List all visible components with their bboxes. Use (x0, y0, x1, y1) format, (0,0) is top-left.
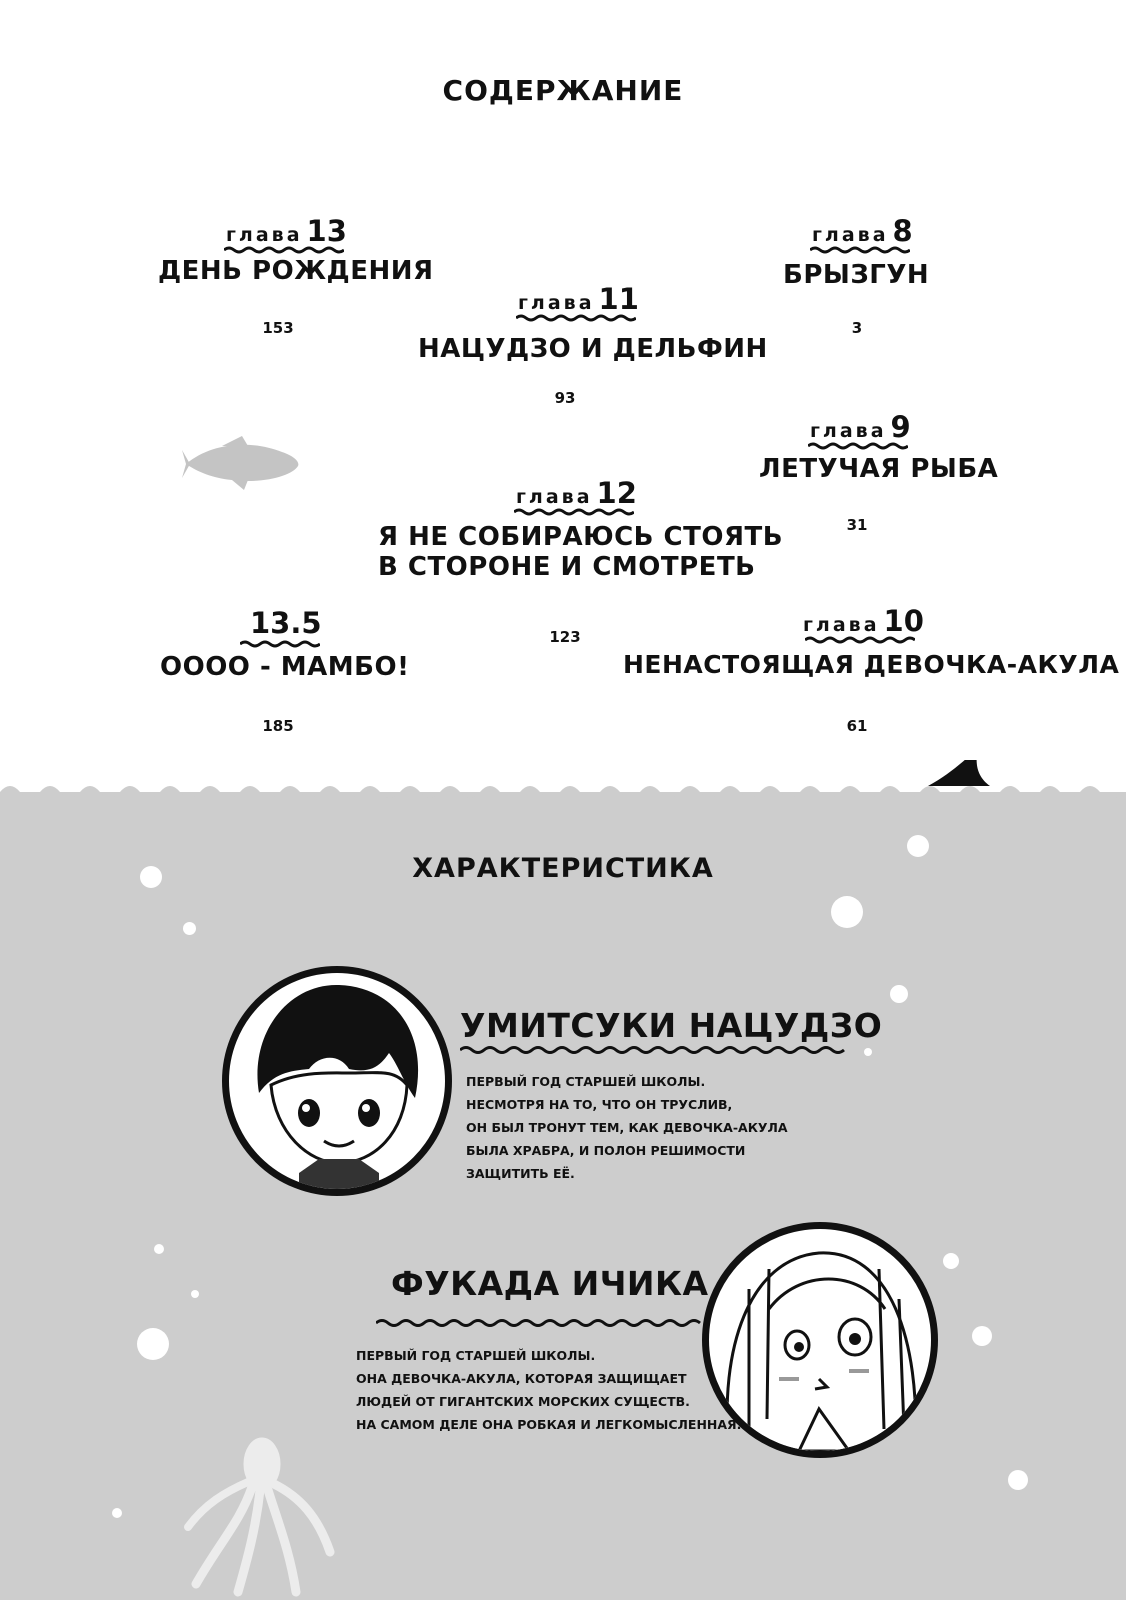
chapter-title: НАЦУДЗО И ДЕЛЬФИН (418, 334, 768, 364)
sea-background (0, 792, 1126, 1600)
chapter-title: Я НЕ СОБИРАЮСЬ СТОЯТЬ В СТОРОНЕ И СМОТРЕТЬ (378, 522, 784, 582)
bubble-icon (191, 1290, 199, 1298)
boy-portrait-icon (229, 973, 445, 1189)
wavy-underline-icon (516, 314, 636, 322)
chapter-page: 93 (554, 389, 576, 407)
chapter-page: 123 (549, 628, 581, 646)
chapter-page: 31 (846, 516, 868, 534)
chapter-number: 13 (306, 214, 347, 248)
avatar (222, 966, 452, 1196)
bubble-icon (112, 1508, 122, 1518)
wavy-underline-icon (810, 246, 910, 254)
chapter-heading: глава 10 (803, 604, 924, 638)
bubble-icon (154, 1244, 164, 1254)
fish-icon (182, 436, 302, 492)
chapter-title: ОООО - МАМБО! (160, 652, 410, 682)
sea-decor (0, 792, 1126, 1600)
chapter-title: ДЕНЬ РОЖДЕНИЯ (158, 256, 434, 286)
bubble-icon (972, 1326, 992, 1346)
chapter-number: 9 (890, 410, 911, 444)
chapter-heading: глава 8 (812, 214, 913, 248)
chapter-page: 3 (851, 319, 863, 337)
chapter-number: 12 (596, 476, 637, 510)
character-name: УМИТСУКИ НАЦУДЗО (460, 1006, 883, 1045)
chapter-title: НЕНАСТОЯЩАЯ ДЕВОЧКА-АКУЛА (623, 650, 1120, 679)
chapter-word: глава (226, 224, 303, 246)
girl-portrait-icon (709, 1229, 931, 1451)
chapter-page: 153 (262, 319, 294, 337)
wavy-underline-icon (805, 636, 915, 644)
chapter-heading (250, 606, 322, 640)
chapter-number: 10 (883, 604, 924, 638)
water-surface (0, 760, 1126, 820)
wavy-underline-icon (224, 246, 344, 254)
bubble-icon (890, 985, 908, 1003)
bubble-icon (943, 1253, 959, 1269)
wavy-underline-icon (376, 1318, 706, 1328)
chapter-title: БРЫЗГУН (783, 260, 930, 290)
wavy-underline-icon (460, 1045, 850, 1055)
wavy-underline-icon (808, 442, 908, 450)
wavy-underline-icon (514, 508, 634, 516)
bubble-icon (183, 922, 196, 935)
chapter-heading (226, 214, 347, 248)
shark-fin-icon (928, 760, 990, 786)
character-description: ПЕРВЫЙ ГОД СТАРШЕЙ ШКОЛЫ. НЕСМОТРЯ НА ТО, ЧТО ОН ТРУСЛИВ, ОН БЫЛ ТРОНУТ ТЕМ, КАК ДЕВОЧКА-АКУЛА БЫЛА ХРАБРА, И ПОЛОН РЕШИМОСТИ ЗАЩИТИТЬ ЕЁ. (466, 1074, 788, 1181)
chapter-number: 8 (892, 214, 913, 248)
character-description: ПЕРВЫЙ ГОД СТАРШЕЙ ШКОЛЫ. ОНА ДЕВОЧКА-АКУЛА, КОТОРАЯ ЗАЩИЩАЕТ ЛЮДЕЙ ОТ ГИГАНТСКИХ МОРСКИХ СУЩЕСТВ. НА САМОМ ДЕЛЕ ОНА РОБКАЯ И ЛЕГКОМЫСЛЕННАЯ. (356, 1348, 742, 1432)
bubble-icon (831, 896, 863, 928)
chapter-title: ЛЕТУЧАЯ РЫБА (759, 454, 999, 484)
characters-title: ХАРАКТЕРИСТИКА (412, 853, 714, 884)
bubble-icon (1008, 1470, 1028, 1490)
octopus-icon (188, 1438, 330, 1592)
chapter-page: 185 (262, 717, 294, 735)
wavy-underline-icon (240, 640, 320, 648)
chapter-number: 11 (598, 282, 639, 316)
character-name: ФУКАДА ИЧИКА (391, 1264, 709, 1303)
chapter-heading: глава 9 (810, 410, 911, 444)
bubble-icon (137, 1328, 169, 1360)
chapter-number: 13.5 (250, 606, 322, 640)
bubble-icon (864, 1048, 872, 1056)
chapter-heading: глава 12 (516, 476, 637, 510)
toc-title: СОДЕРЖАНИЕ (442, 74, 684, 107)
chapter-heading: глава 11 (518, 282, 639, 316)
chapter-page: 61 (846, 717, 868, 735)
